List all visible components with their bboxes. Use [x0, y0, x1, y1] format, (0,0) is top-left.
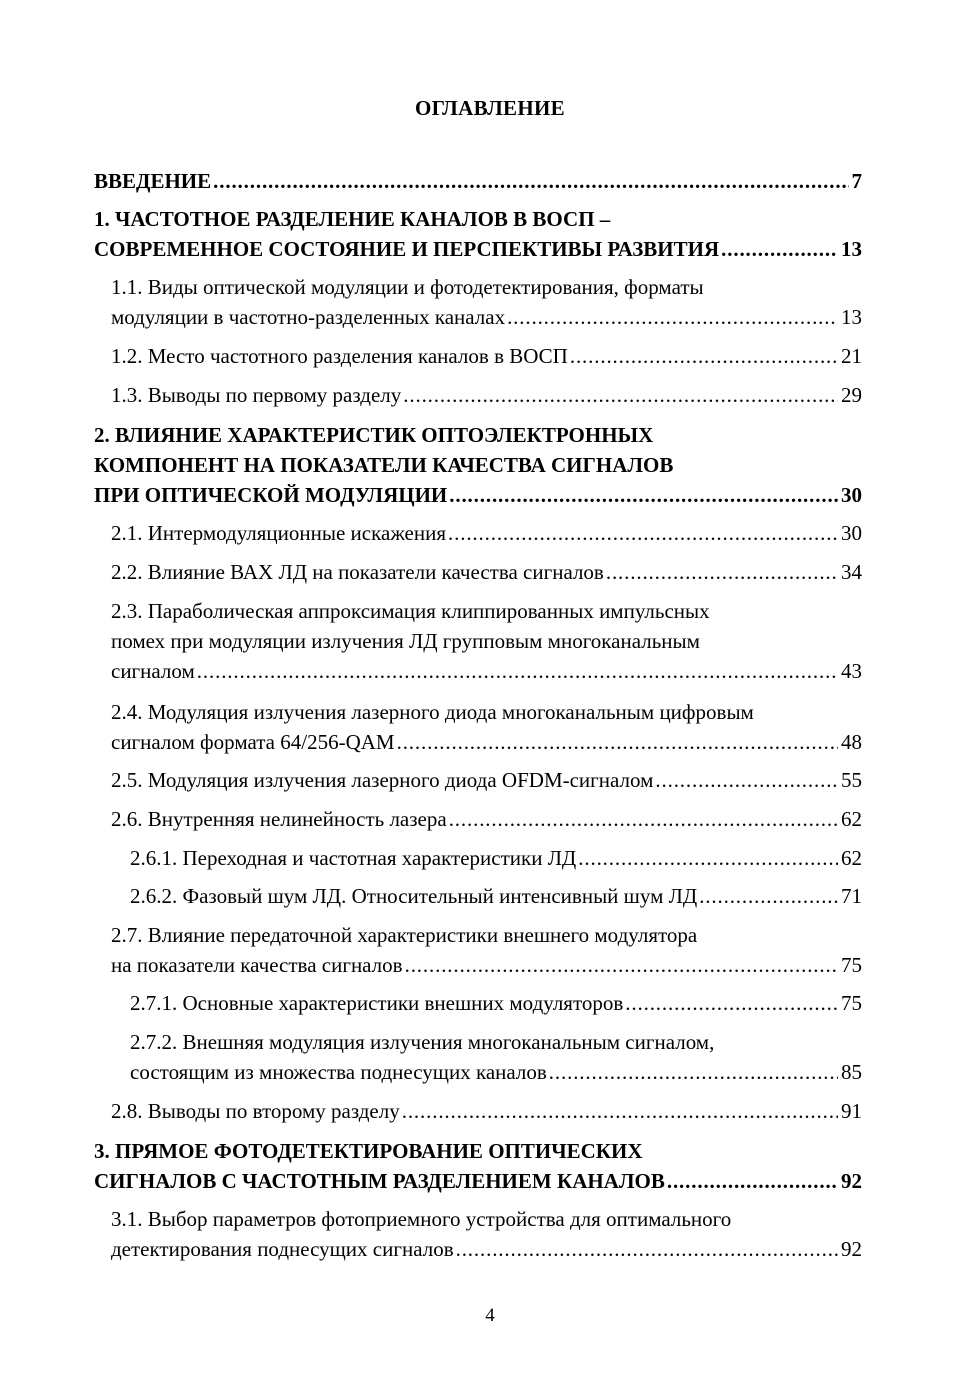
toc-entry-last-line [130, 988, 862, 1018]
toc-entry-text: 2.7.1. Основные характеристики внешних модуляторов [130, 991, 624, 1015]
dot-leader [549, 1057, 838, 1087]
toc-entry-line: 3. ПРЯМОЕ ФОТОДЕТЕКТИРОВАНИЕ ОПТИЧЕСКИХ [94, 1139, 643, 1163]
toc-entry [111, 804, 862, 834]
dot-leader [405, 950, 838, 980]
toc-entry [111, 341, 862, 371]
dot-leader [197, 656, 838, 686]
toc-entry [111, 1204, 862, 1264]
dot-leader [570, 341, 838, 371]
toc-entry [111, 380, 862, 410]
toc-entry [94, 204, 862, 264]
dot-leader [507, 302, 838, 332]
toc-entry-line: 2.4. Модуляция излучения лазерного диода многоканальным цифровым [111, 700, 754, 724]
toc-entry-last-line [111, 656, 862, 686]
toc-entry-page: 21 [841, 344, 862, 368]
toc-entry [111, 1096, 862, 1126]
toc-entry-last-line [111, 1096, 862, 1126]
toc-entry [94, 166, 862, 196]
dot-leader [449, 804, 838, 834]
toc-entry-page: 7 [851, 169, 862, 193]
toc-entry-last-line [130, 843, 862, 873]
toc-entry-page: 92 [841, 1169, 862, 1193]
toc-entry-last-line [111, 380, 862, 410]
dot-leader [449, 480, 838, 510]
toc-entry-line: 1.1. Виды оптической модуляции и фотодетектирования, форматы [111, 275, 704, 299]
toc-entry-line: 2. ВЛИЯНИЕ ХАРАКТЕРИСТИК ОПТОЭЛЕКТРОННЫХ [94, 423, 654, 447]
toc-entry-page: 30 [841, 483, 862, 507]
toc-entry-last-line [111, 341, 862, 371]
toc-entry [130, 881, 862, 911]
toc-entry-last-line [111, 727, 862, 757]
toc-entry-page: 43 [841, 659, 862, 683]
toc-entry-page: 92 [841, 1237, 862, 1261]
dot-leader [606, 557, 838, 587]
toc-entry [130, 1027, 862, 1087]
toc-entry [111, 697, 862, 757]
toc-entry-last-line [111, 1234, 862, 1264]
toc-entry-last-line [111, 950, 862, 980]
toc-entry-text: ПРИ ОПТИЧЕСКОЙ МОДУЛЯЦИИ [94, 483, 448, 507]
toc-entry-text: 2.6. Внутренняя нелинейность лазера [111, 807, 447, 831]
toc-entry-page: 55 [841, 768, 862, 792]
dot-leader [578, 843, 838, 873]
toc-entry-page: 13 [841, 305, 862, 329]
toc-entry-text: детектирования поднесущих сигналов [111, 1237, 454, 1261]
toc-entry-last-line [111, 302, 862, 332]
toc-entry-page: 29 [841, 383, 862, 407]
toc-entry [111, 596, 862, 686]
toc-entry-page: 71 [841, 884, 862, 908]
toc-entry-line: 2.7. Влияние передаточной характеристики внешнего модулятора [111, 923, 698, 947]
toc-entry-text: СИГНАЛОВ С ЧАСТОТНЫМ РАЗДЕЛЕНИЕМ КАНАЛОВ [94, 1169, 665, 1193]
toc-entry-text: 2.5. Модуляция излучения лазерного диода OFDM-сигналом [111, 768, 654, 792]
toc-entry-page: 75 [841, 953, 862, 977]
dot-leader [699, 881, 838, 911]
toc-entry-page: 62 [841, 807, 862, 831]
toc-title: ОГЛАВЛЕНИЕ [415, 96, 565, 120]
toc-entry-last-line [111, 765, 862, 795]
toc-entry [111, 765, 862, 795]
toc-entry [111, 920, 862, 980]
toc-entry [130, 988, 862, 1018]
toc-entry-line: помех при модуляции излучения ЛД групповым многоканальным [111, 629, 700, 653]
toc-entry-text: 1.3. Выводы по первому разделу [111, 383, 402, 407]
toc-entry-last-line [94, 166, 862, 196]
toc-entry [111, 272, 862, 332]
toc-entry-text: 2.6.2. Фазовый шум ЛД. Относительный интенсивный шум ЛД [130, 884, 698, 908]
toc-entry-line: 3.1. Выбор параметров фотоприемного устройства для оптимального [111, 1207, 732, 1231]
toc-entry-last-line [130, 881, 862, 911]
dot-leader [403, 380, 838, 410]
toc-entry-last-line [94, 480, 862, 510]
toc-entry-page: 30 [841, 521, 862, 545]
toc-entry-text: 2.8. Выводы по второму разделу [111, 1099, 400, 1123]
toc-entry-page: 48 [841, 730, 862, 754]
toc-entry-text: на показатели качества сигналов [111, 953, 403, 977]
toc-entry-line: 2.7.2. Внешняя модуляция излучения многоканальным сигналом, [130, 1030, 715, 1054]
toc-entry-text: ВВЕДЕНИЕ [94, 169, 212, 193]
dot-leader [213, 166, 848, 196]
toc-entry [111, 557, 862, 587]
dot-leader [402, 1096, 838, 1126]
toc-entry-page: 62 [841, 846, 862, 870]
dot-leader [625, 988, 838, 1018]
toc-entry [94, 1136, 862, 1196]
toc-entry-last-line [111, 804, 862, 834]
toc-entry-text: 2.2. Влияние ВАХ ЛД на показатели качества сигналов [111, 560, 604, 584]
dot-leader [456, 1234, 838, 1264]
toc-entry-last-line [130, 1057, 862, 1087]
toc-entry-text: 1.2. Место частотного разделения каналов в ВОСП [111, 344, 568, 368]
toc-entry-text: сигналом [111, 659, 195, 683]
toc-entry-last-line [111, 518, 862, 548]
toc-entry-line: КОМПОНЕНТ НА ПОКАЗАТЕЛИ КАЧЕСТВА СИГНАЛОВ [94, 453, 674, 477]
dot-leader [655, 765, 838, 795]
toc-entry-text: 2.6.1. Переходная и частотная характеристики ЛД [130, 846, 577, 870]
toc-entry-page: 13 [841, 237, 862, 261]
dot-leader [448, 518, 838, 548]
toc-entry-text: состоящим из множества поднесущих каналов [130, 1060, 547, 1084]
toc-entry-last-line [111, 557, 862, 587]
toc-entry-page: 34 [841, 560, 862, 584]
toc-entry [130, 843, 862, 873]
dot-leader [667, 1166, 838, 1196]
toc-entry-text: модуляции в частотно-разделенных каналах [111, 305, 506, 329]
toc-entry-text: 2.1. Интермодуляционные искажения [111, 521, 447, 545]
dot-leader [721, 234, 838, 264]
toc-entry-line: 2.3. Параболическая аппроксимация клиппированных импульсных [111, 599, 710, 623]
toc-entry-last-line [94, 1166, 862, 1196]
toc-entry-page: 91 [841, 1099, 862, 1123]
page-number: 4 [485, 1305, 495, 1326]
toc-entry-line: 1. ЧАСТОТНОЕ РАЗДЕЛЕНИЕ КАНАЛОВ В ВОСП – [94, 207, 611, 231]
dot-leader [397, 727, 838, 757]
toc-entry-text: СОВРЕМЕННОЕ СОСТОЯНИЕ И ПЕРСПЕКТИВЫ РАЗВИТИЯ [94, 237, 720, 261]
toc-entry [111, 518, 862, 548]
toc-entry-last-line [94, 234, 862, 264]
toc-entry [94, 420, 862, 510]
toc-entry-page: 85 [841, 1060, 862, 1084]
toc-entry-text: сигналом формата 64/256-QAM [111, 730, 395, 754]
toc-entry-page: 75 [841, 991, 862, 1015]
